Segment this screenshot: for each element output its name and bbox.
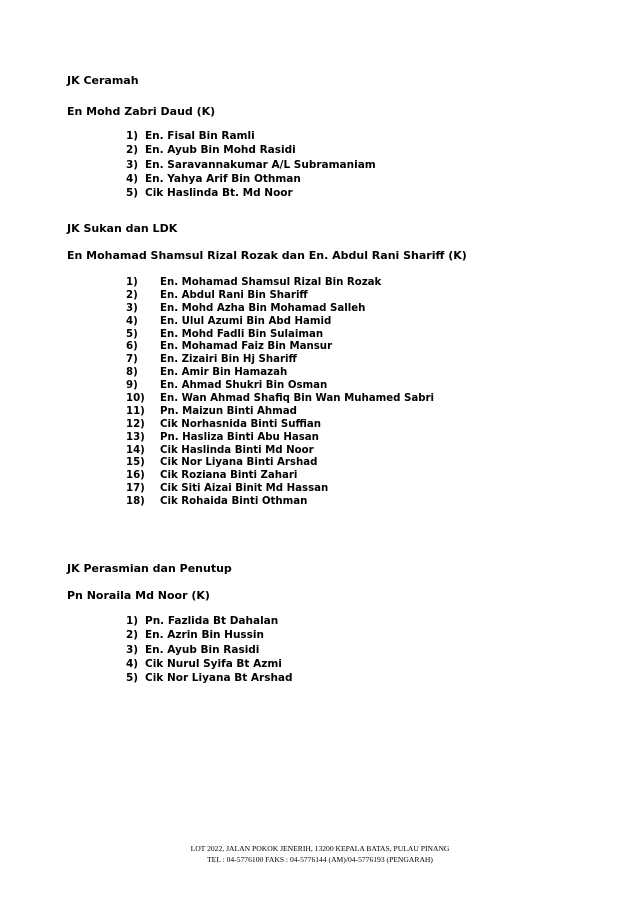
section-title-sukan: JK Sukan dan LDK <box>67 222 178 235</box>
list-item: 1) En. Fisal Bin Ramli <box>126 130 255 142</box>
section-leader-perasmian: Pn Noraila Md Noor (K) <box>67 589 210 602</box>
member-list-ceramah <box>126 129 376 200</box>
list-item: 7) En. Zizairi Bin Hj Shariff <box>126 354 297 366</box>
page-footer <box>160 843 480 865</box>
list-item: 13) Pn. Hasliza Binti Abu Hasan <box>126 431 319 443</box>
list-item: 3) En. Ayub Bin Rasidi <box>126 643 260 656</box>
list-item: 4) Cik Nurul Syifa Bt Azmi <box>126 657 282 670</box>
list-item: 17) Cik Siti Aizai Binit Md Hassan <box>126 483 329 495</box>
section-leader-ceramah: En Mohd Zabri Daud (K) <box>67 105 216 118</box>
list-item: 1) Pn. Fazlida Bt Dahalan <box>126 615 279 627</box>
list-item: 6) En. Mohamad Faiz Bin Mansur <box>126 341 333 353</box>
section-title-ceramah: JK Ceramah <box>67 74 139 87</box>
member-list-sukan <box>126 277 434 509</box>
list-item: 14) Cik Haslinda Binti Md Noor <box>126 444 314 456</box>
list-item: 2) En. Abdul Rani Bin Shariff <box>126 289 308 301</box>
footer-contact: TEL : 04-5776100 FAKS : 04-5776144 (AM)/04-5776193 (PENGARAH) <box>207 855 433 864</box>
list-item: 16) Cik Roziana Binti Zahari <box>126 470 298 482</box>
list-item: 5) Cik Nor Liyana Bt Arshad <box>126 672 293 685</box>
list-item: 4) En. Ulul Azumi Bin Abd Hamid <box>126 315 332 327</box>
list-item: 12) Cik Norhasnida Binti Suffian <box>126 418 321 430</box>
list-item: 1) En. Mohamad Shamsul Rizal Bin Rozak <box>126 277 382 288</box>
list-item: 4) En. Yahya Arif Bin Othman <box>126 172 301 185</box>
section-leader-sukan: En Mohamad Shamsul Rizal Rozak dan En. Abdul Rani Shariff (K) <box>67 249 467 262</box>
member-list-perasmian <box>126 614 293 685</box>
list-item: 3) En. Saravannakumar A/L Subramaniam <box>126 158 376 171</box>
footer-address: LOT 2022, JALAN POKOK JENERIH, 13200 KEPALA BATAS, PULAU PINANG <box>190 844 450 853</box>
section-title-perasmian: JK Perasmian dan Penutup <box>67 562 232 575</box>
list-item: 10) En. Wan Ahmad Shafiq Bin Wan Muhamed Sabri <box>126 393 435 405</box>
list-item: 9) En. Ahmad Shukri Bin Osman <box>126 380 328 392</box>
list-item: 15) Cik Nor Liyana Binti Arshad <box>126 457 318 469</box>
list-item: 3) En. Mohd Azha Bin Mohamad Salleh <box>126 302 366 314</box>
list-item: 5) Cik Haslinda Bt. Md Noor <box>126 187 293 200</box>
list-item: 5) En. Mohd Fadli Bin Sulaiman <box>126 328 324 340</box>
list-item: 8) En. Amir Bin Hamazah <box>126 367 288 379</box>
list-item: 18) Cik Rohaida Binti Othman <box>126 496 308 508</box>
list-item: 2) En. Ayub Bin Mohd Rasidi <box>126 144 296 157</box>
list-item: 11) Pn. Maizun Binti Ahmad <box>126 405 297 417</box>
list-item: 2) En. Azrin Bin Hussin <box>126 629 265 642</box>
